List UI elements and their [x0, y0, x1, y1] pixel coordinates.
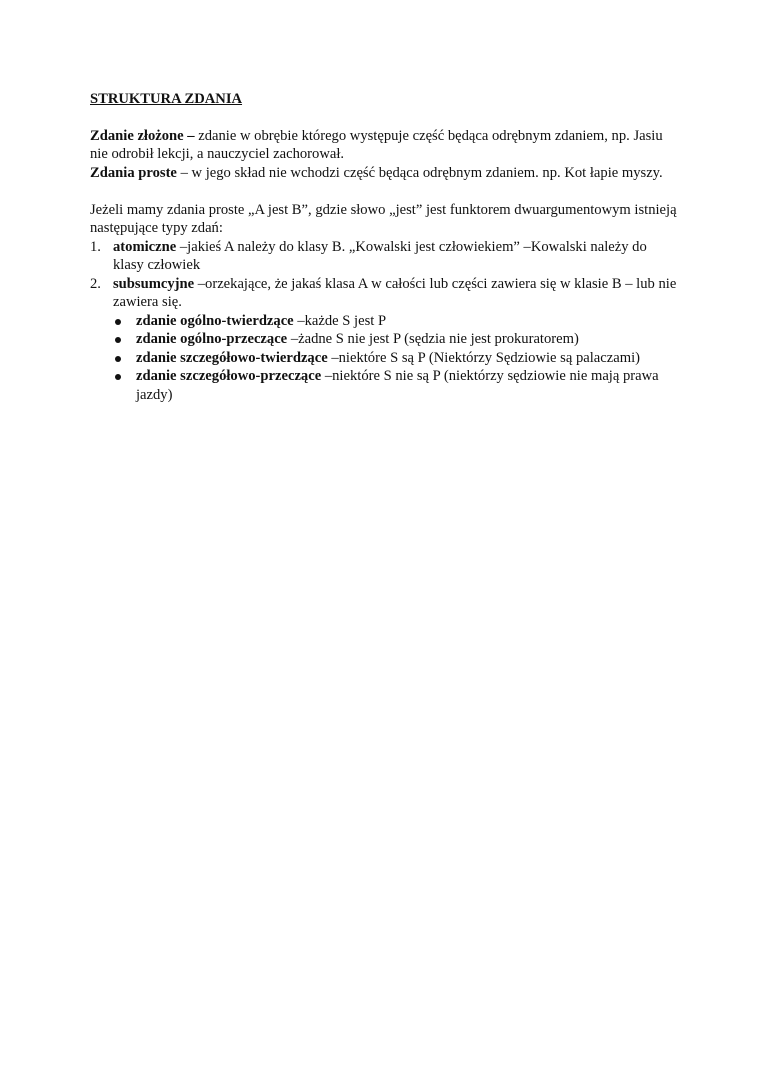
definition-compound	[90, 127, 680, 164]
definition-simple	[90, 164, 680, 183]
list-item-subsumptive	[90, 275, 680, 405]
list-item	[113, 367, 680, 404]
subtype-text: –żadne S nie jest P (sędzia nie jest prokuratorem)	[287, 331, 579, 347]
document-content	[90, 90, 680, 404]
bullet-icon	[115, 374, 121, 380]
list-item-atomic	[90, 238, 680, 275]
document-title: STRUKTURA ZDANIA	[90, 91, 243, 107]
list-item	[113, 349, 680, 368]
type-text: –jakieś A należy do klasy B. „Kowalski jest człowiekiem” –Kowalski należy do klasy człowiek	[113, 238, 647, 273]
list-item	[113, 312, 680, 331]
type-term: atomiczne	[113, 238, 177, 255]
intro-paragraph: Jeżeli mamy zdania proste „A jest B”, gdzie słowo „jest” jest funktorem dwuargumentowym istnieją następujące typy zdań:	[90, 201, 677, 236]
subtype-text: –niektóre S są P (Niektórzy Sędziowie są palaczami)	[327, 349, 640, 366]
subtype-text: –niektóre S nie są P (niektórzy sędziowie nie mają prawa jazdy)	[136, 368, 659, 403]
paragraph-gap	[90, 182, 680, 201]
subtypes-list	[113, 312, 680, 405]
sentence-types-list	[90, 238, 680, 405]
bullet-icon	[115, 337, 121, 343]
subtype-term: zdanie ogólno-twierdzące	[136, 312, 294, 329]
list-item	[113, 330, 680, 349]
bullet-icon	[115, 356, 121, 362]
type-text: –orzekające, że jakaś klasa A w całości lub części zawiera się w klasie B – lub nie zawiera się.	[113, 275, 677, 310]
type-term: subsumcyjne	[113, 275, 195, 292]
list-number: 1.	[90, 238, 101, 255]
definition-term: Zdania proste	[90, 164, 177, 181]
definition-term: Zdanie złożone –	[90, 127, 195, 144]
subtype-term: zdanie szczegółowo-twierdzące	[136, 349, 328, 366]
subtype-term: zdanie ogólno-przeczące	[136, 331, 288, 347]
bullet-icon	[115, 319, 121, 325]
subtype-term: zdanie szczegółowo-przeczące	[136, 368, 322, 384]
definition-text: zdanie w obrębie którego występuje część będąca odrębnym zdaniem, np. Jasiu nie odrobił lekcji, a nauczyciel zachorował.	[90, 127, 663, 162]
subtype-text: –każde S jest P	[293, 312, 387, 329]
definition-text: – w jego skład nie wchodzi część będąca odrębnym zdaniem. np. Kot łapie myszy.	[176, 164, 663, 181]
list-number: 2.	[90, 275, 101, 292]
